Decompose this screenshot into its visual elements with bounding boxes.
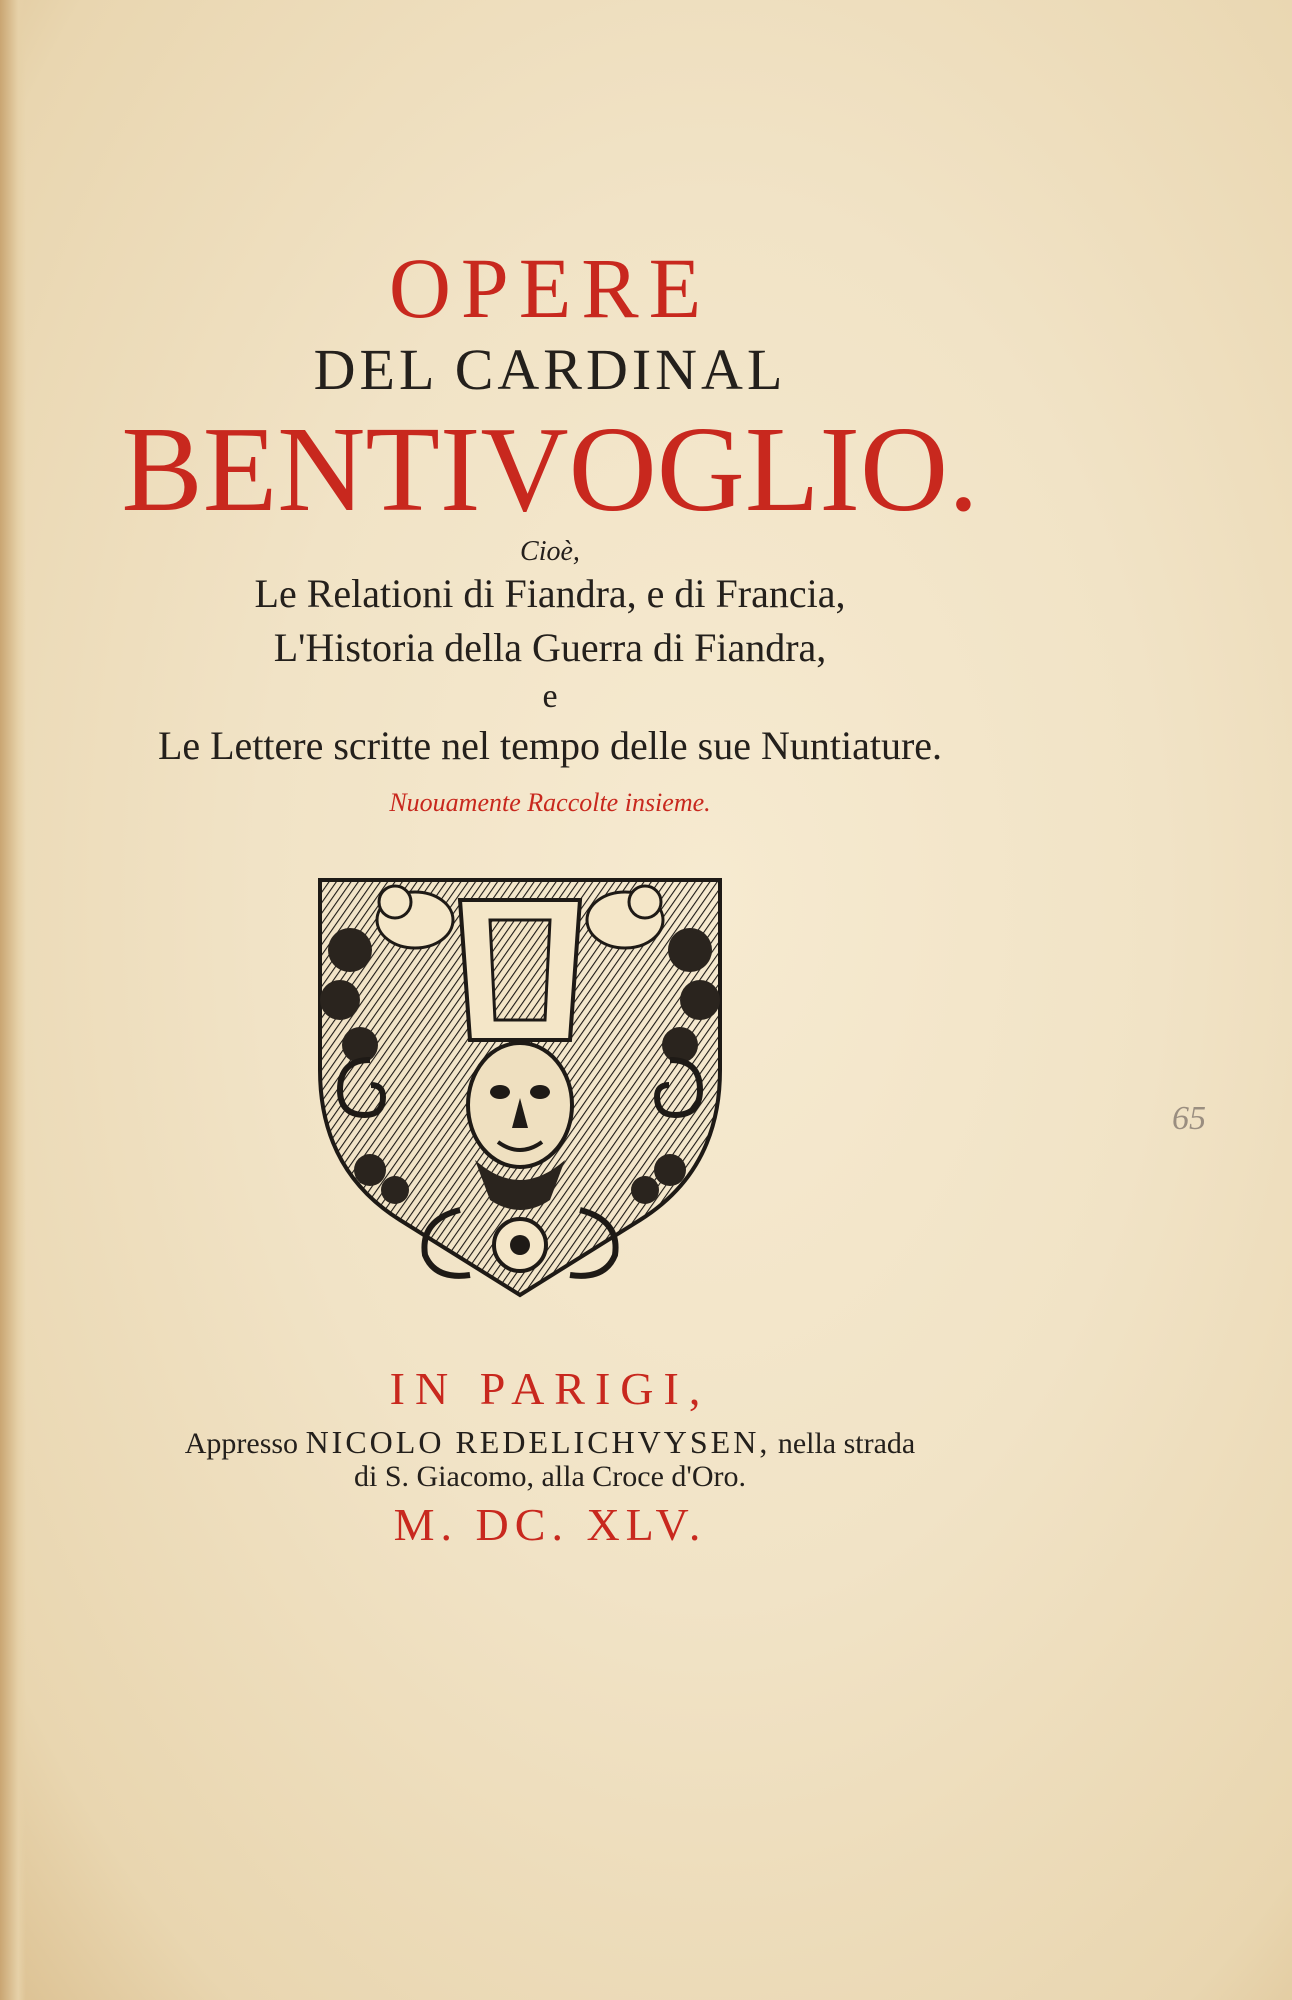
imprint-pub-suffix: nella strada bbox=[777, 1427, 916, 1460]
subtitle-line-2: L'Historia della Guerra di Fiandra, bbox=[273, 625, 827, 670]
subtitle-line-3: e bbox=[542, 678, 558, 715]
imprint-pub-prefix: Appresso bbox=[184, 1427, 299, 1460]
imprint-pub-name: NICOLO REDELICHVYSEN, bbox=[305, 1424, 771, 1460]
subtitle-note: Nuouamente Raccolte insieme. bbox=[389, 788, 711, 817]
subtitle-line-1: Le Relationi di Fiandra, e di Francia, bbox=[254, 571, 846, 616]
title-author-name: BENTIVOGLIO. bbox=[121, 402, 979, 537]
imprint-publisher-line bbox=[0, 1424, 1100, 1461]
printers-device-emblem bbox=[300, 870, 740, 1300]
imprint-year: M. DC. XLV. bbox=[393, 1499, 707, 1550]
imprint-place: IN PARIGI, bbox=[389, 1363, 711, 1414]
subtitle-cioe: Cioè, bbox=[520, 536, 580, 567]
title-del-cardinal: DEL CARDINAL bbox=[313, 337, 787, 402]
subtitle-line-4: Le Lettere scritte nel tempo delle sue Nuntiature. bbox=[157, 723, 943, 768]
pencil-marginalia: 65 bbox=[1172, 1100, 1206, 1137]
imprint-address-line: di S. Giacomo, alla Croce d'Oro. bbox=[354, 1460, 746, 1493]
title-opere: OPERE bbox=[388, 240, 712, 336]
